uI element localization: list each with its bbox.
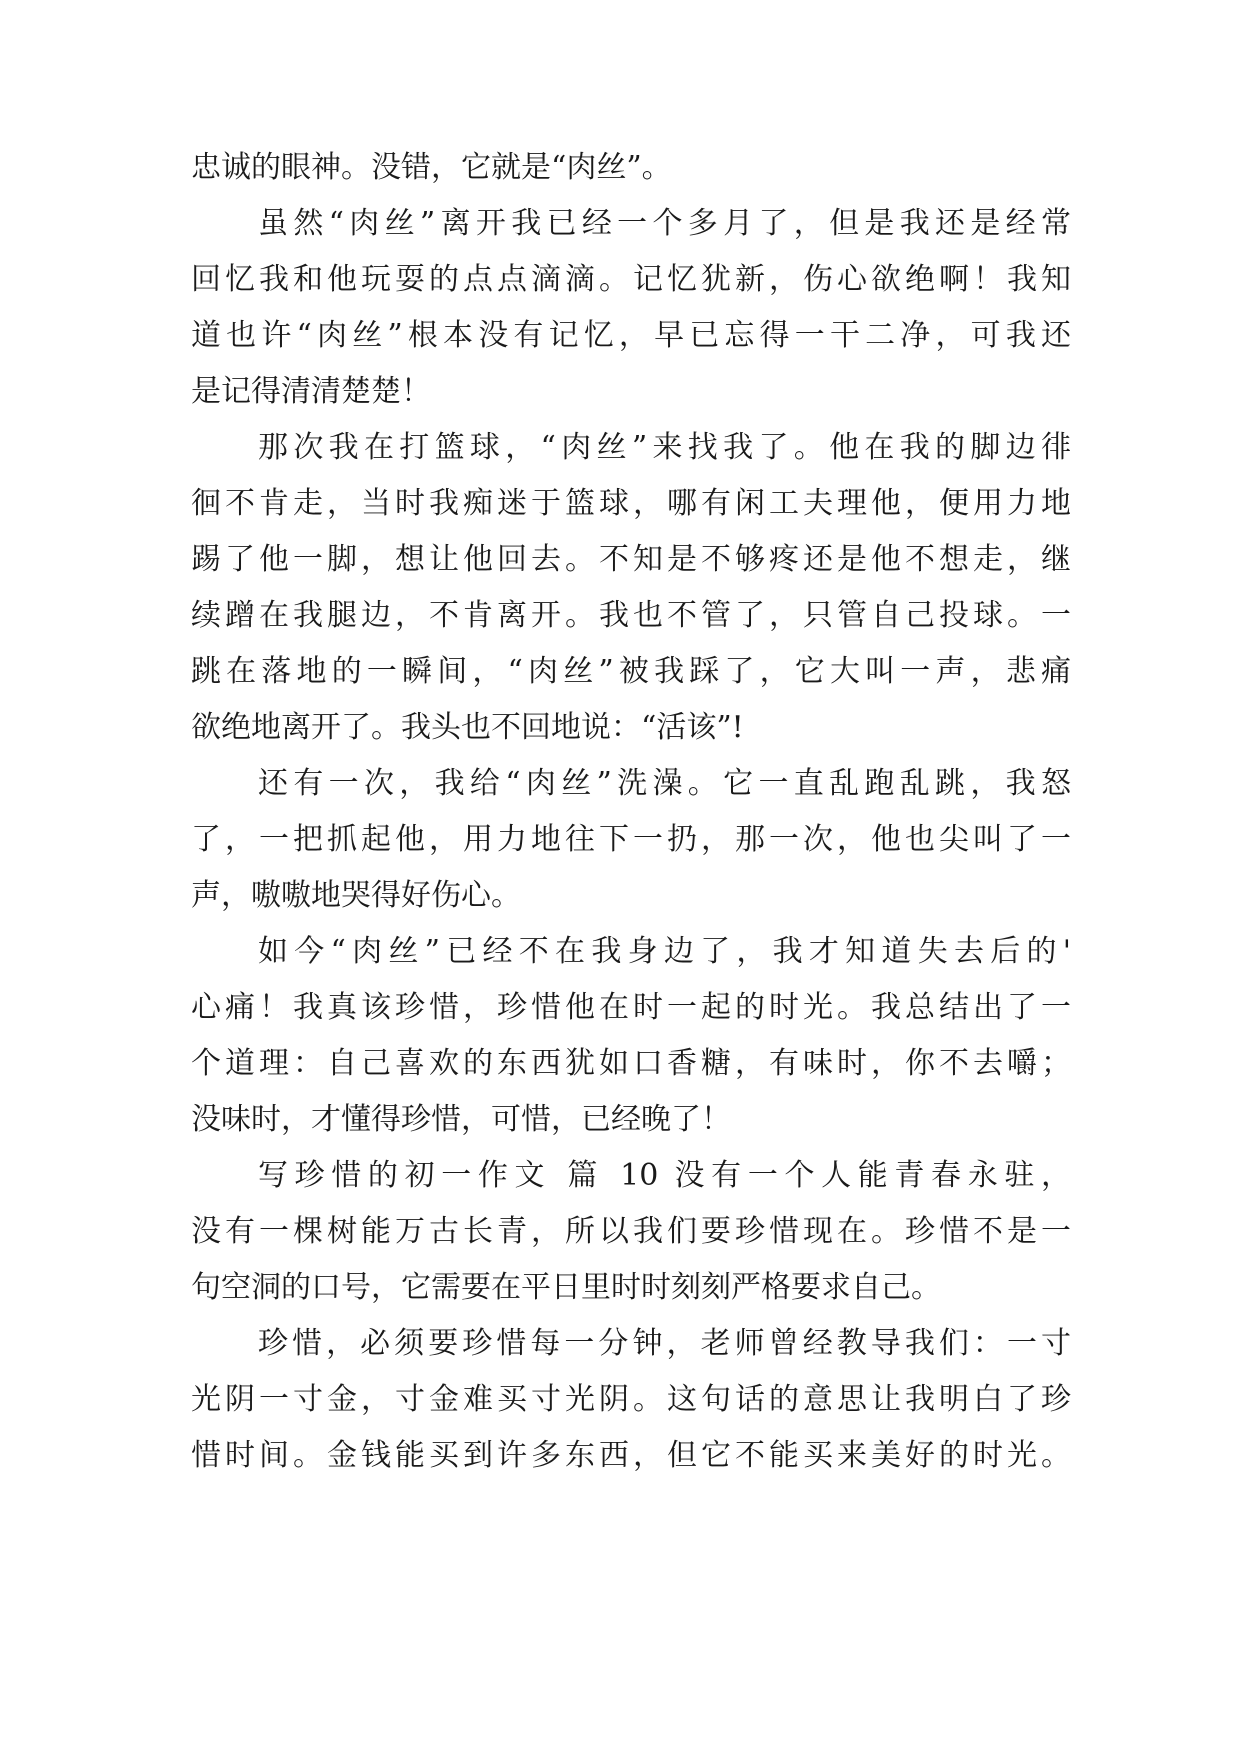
text-line: 还有一次，我给“肉丝”洗澡。它一直乱跑乱跳，我怒: [258, 766, 1071, 801]
text-line: 如今“肉丝”已经不在我身边了，我才知道失去后的': [258, 934, 1071, 969]
text-line: 个道理：自己喜欢的东西犹如口香糖，有味时，你不去嚼；: [191, 1046, 1071, 1081]
text-line: 踢了他一脚，想让他回去。不知是不够疼还是他不想走，继: [191, 542, 1071, 577]
text-line: 跳在落地的一瞬间，“肉丝”被我踩了，它大叫一声，悲痛: [191, 654, 1071, 689]
text-line: 欲绝地离开了。我头也不回地说：“活该”!: [191, 710, 744, 745]
text-line: 道也许“肉丝”根本没有记忆，早已忘得一干二净，可我还: [191, 318, 1071, 353]
text-line: 声，嗷嗷地哭得好伤心。: [191, 878, 521, 913]
text-line: 回忆我和他玩耍的点点滴滴。记忆犹新，伤心欲绝啊！我知: [191, 262, 1071, 297]
text-line: 心痛！我真该珍惜，珍惜他在时一起的时光。我总结出了一: [191, 990, 1071, 1025]
text-line: 续蹭在我腿边，不肯离开。我也不管了，只管自己投球。一: [191, 598, 1071, 633]
text-line: 那次我在打篮球，“肉丝”来找我了。他在我的脚边徘: [258, 430, 1071, 465]
text-line: 句空洞的口号，它需要在平日里时时刻刻严格要求自己。: [191, 1270, 941, 1305]
text-line: 了，一把抓起他，用力地往下一扔，那一次，他也尖叫了一: [191, 822, 1071, 857]
text-line: 惜时间。金钱能买到许多东西，但它不能买来美好的时光。: [191, 1438, 1071, 1473]
text-line: 没有一棵树能万古长青，所以我们要珍惜现在。珍惜不是一: [191, 1214, 1071, 1249]
text-line: 忠诚的眼神。没错，它就是“肉丝”。: [191, 150, 672, 185]
text-line: 徊不肯走，当时我痴迷于篮球，哪有闲工夫理他，便用力地: [191, 486, 1071, 521]
text-line: 没味时，才懂得珍惜，可惜，已经晚了！: [191, 1102, 731, 1137]
text-line: 珍惜，必须要珍惜每一分钟，老师曾经教导我们：一寸: [258, 1326, 1071, 1361]
text-line: 写珍惜的初一作文 篇 10 没有一个人能青春永驻，: [258, 1158, 1071, 1193]
text-line: 是记得清清楚楚！: [191, 374, 431, 409]
text-line: 光阴一寸金，寸金难买寸光阴。这句话的意思让我明白了珍: [191, 1382, 1071, 1417]
text-line: 虽然“肉丝”离开我已经一个多月了，但是我还是经常: [258, 206, 1071, 241]
